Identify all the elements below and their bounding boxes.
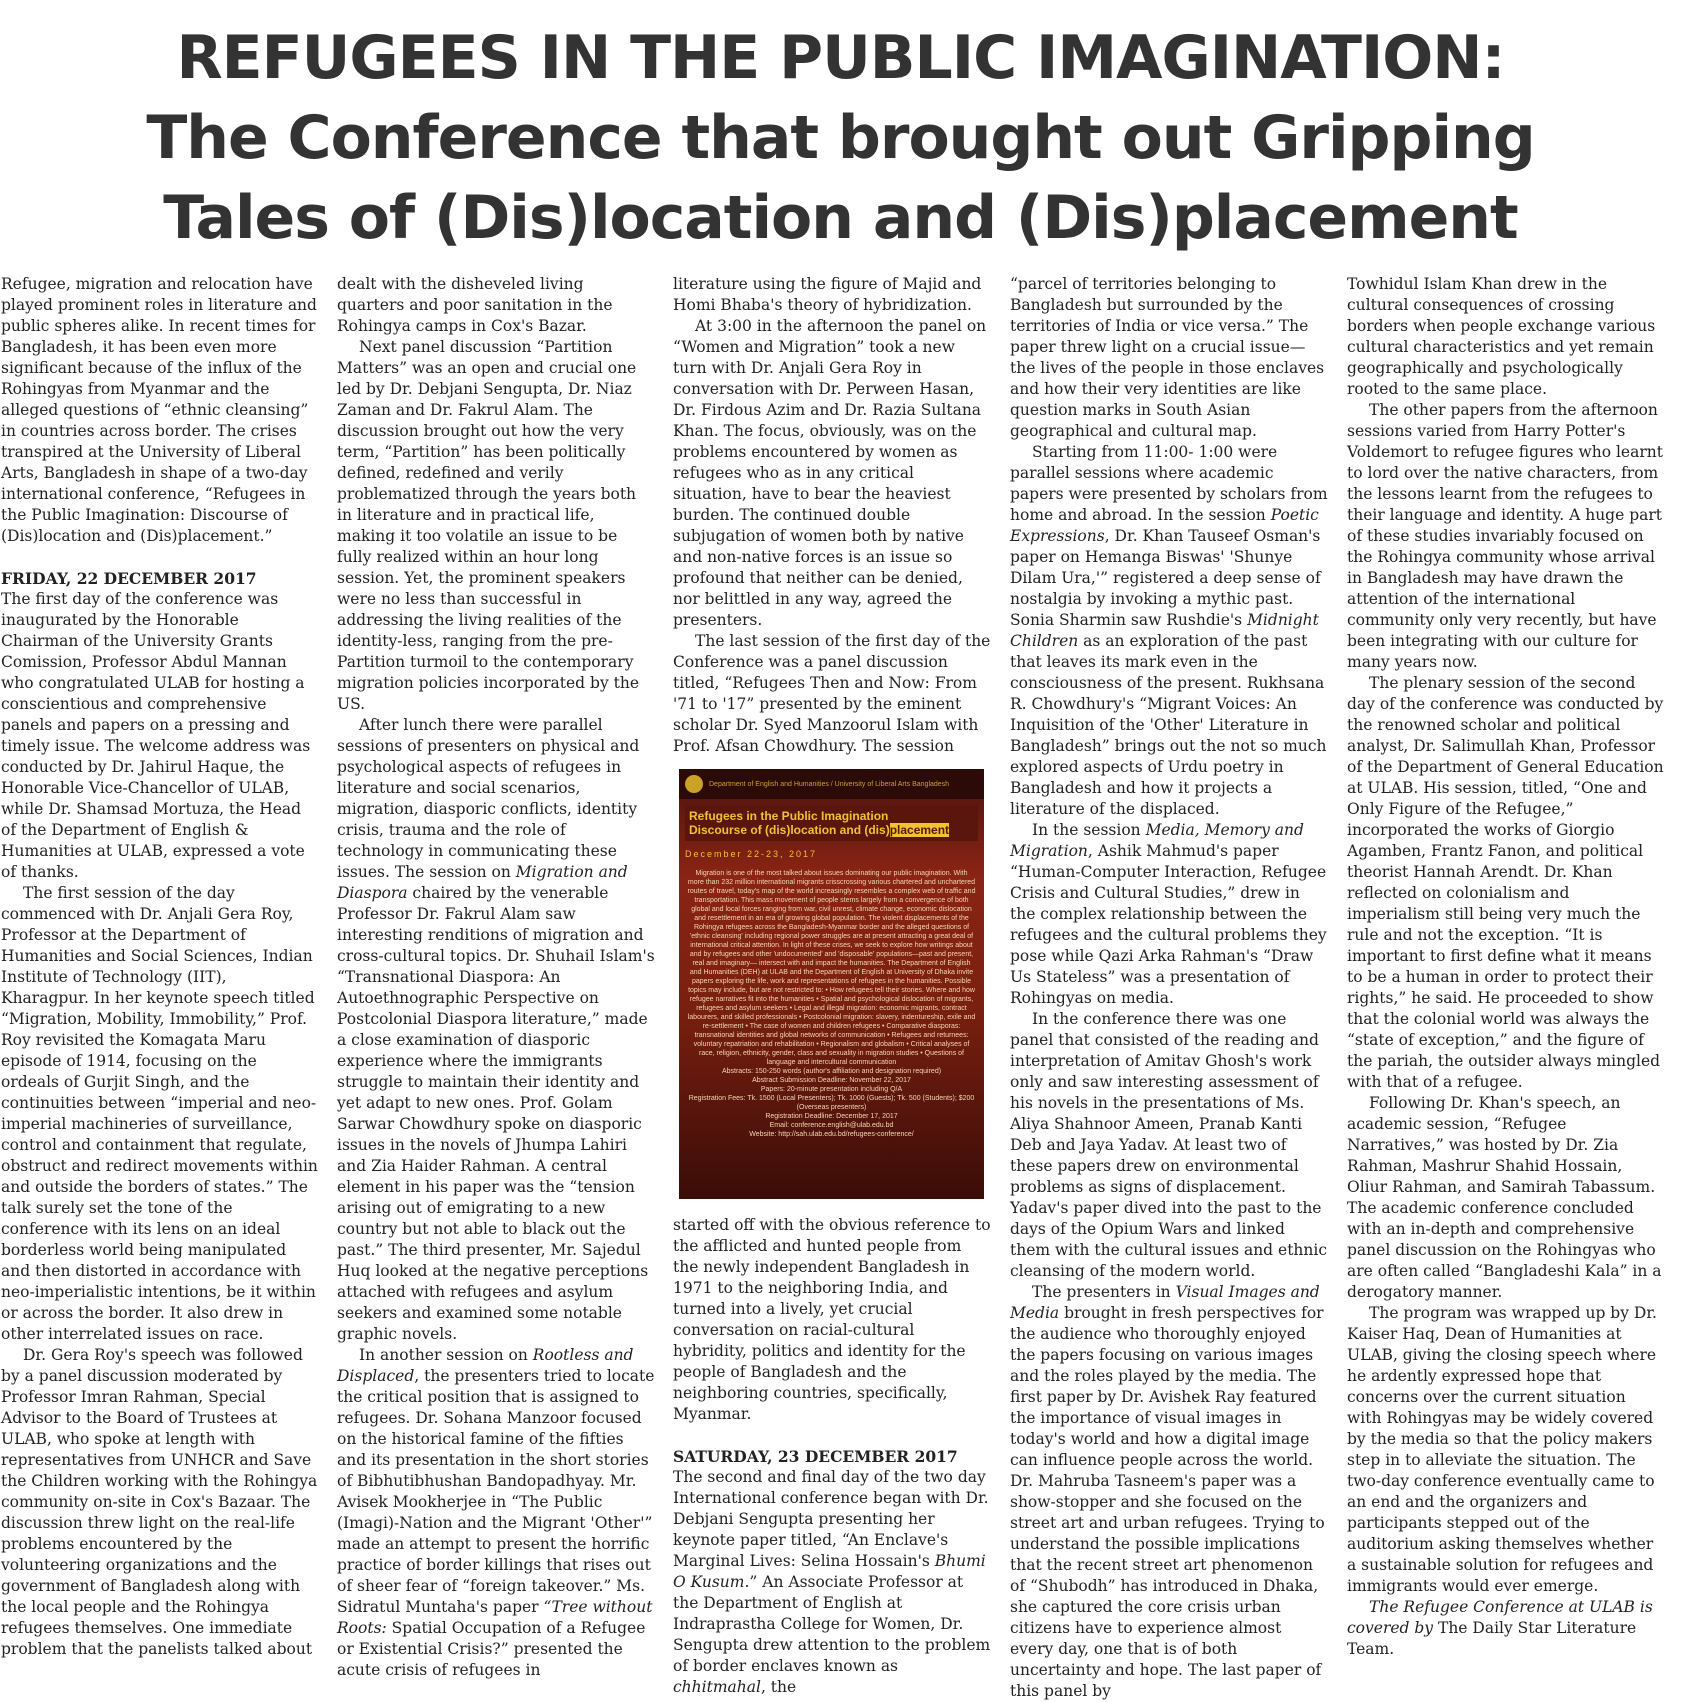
text-span: The presenters in xyxy=(1032,1283,1176,1301)
paragraph xyxy=(337,1345,655,1681)
paragraph: Dr. Gera Roy's speech was followed by a panel discussion moderated by Professor Imran Rahman, Special Advisor to the Board of Trustees at ULAB, who spoke at length with representatives from UNHCR and Save the Children working with the Rohingya community on-site in Cox's Bazaar. The discussion threw light on the real-life problems encountered by the volunteering organizations and the government of Bangladesh along with the local people and the Rohingya refugees themselves. One immediate problem that the panelists talked about xyxy=(1,1346,318,1658)
poster-organizer: Department of English and Humanities / University of Liberal Arts Bangladesh xyxy=(709,780,950,788)
poster-title xyxy=(685,805,978,841)
text-span: , Dr. Khan Tauseef Osman's paper on Hemanga Biswas' 'Shunye Dilam Ura,'” registered a deep sense of nostalgia by invoking a mythic past. Sonia Sharmin saw Rushdie's xyxy=(1010,527,1321,629)
paragraph xyxy=(1010,820,1328,1009)
poster-dates: December 22-23, 2017 xyxy=(685,849,818,859)
text-span: as an exploration of the past that leaves its mark even in the consciousness of the present. Rukhsana R. Chowdhury's “Migrant Voices: An Inquisition of the 'Other' Literature in Bangladesh” brings out the not so much explored aspects of Urdu poetry in Bangladesh and how it projects a literature of the displaced. xyxy=(1010,632,1327,818)
conference-poster xyxy=(679,769,984,1199)
paragraph xyxy=(1010,442,1328,820)
poster-fees: Registration Fees: Tk. 1500 (Local Presenters); Tk. 1000 (Guests); Tk. 500 (Students); $200 (Overseas presenters) xyxy=(688,1095,975,1111)
paragraph: The other papers from the afternoon sessions varied from Harry Potter's Voldemort to refugee figures who learnt to lord over the native characters, from the lessons learnt from the refugees to their language and identity. A huge part of these studies invariably focused on the Rohingya community whose arrival in Bangladesh may have drawn the attention of the international community only very recently, but have been integrating with our culture for many years now. xyxy=(1347,401,1663,671)
column-2 xyxy=(337,274,655,1684)
paragraph: In the conference there was one panel that consisted of the reading and interpretation of Amitav Ghosh's work only and saw interesting assessment of his novels in the presentations of Ms. Aliya Shahnoor Ameen, Pranab Kanti Deb and Jaya Yadav. At least two of these papers drew on environmental problems as signs of displacement. Yadav's paper dived into the past to the days of the Opium Wars and linked them with the cultural issues and ethnic cleansing of the modern world. xyxy=(1010,1010,1328,1280)
session-title: Migration and Diaspora xyxy=(337,863,628,902)
poster-papers: Papers: 20-minute presentation including Q/A xyxy=(760,1086,903,1093)
text-span: brought in fresh perspectives for the audience who thoroughly enjoyed the papers focusing on various images and the roles played by the media. The first paper by Dr. Avishek Ray featured the importance of visual images in today's world and how a digital image can influence people across the world. Dr. Mahruba Tasneem's paper was a show-stopper and she focused on the street art and urban refugees. Trying to understand the possible implications that the recent street art phenomenon of “Shubodh” has introduced in Dhaka, she captured the core crisis urban citizens have to experience almost every day, one that is of both uncertainty and hope. The last paper of this panel by xyxy=(1010,1304,1325,1700)
text-span: , the xyxy=(760,1678,797,1696)
text-span: The second and final day of the two day International conference began with Dr. Debjani Sengupta presenting her keynote paper titled, “An Enclave's Marginal Lives: Selina Hossain's xyxy=(673,1468,989,1570)
poster-title-line-1: Refugees in the Public Imagination xyxy=(689,809,889,823)
text-span: In another session on xyxy=(359,1346,533,1364)
text-span: In the session xyxy=(1032,821,1146,839)
poster-header xyxy=(679,769,984,799)
article-credit xyxy=(1347,1597,1665,1660)
headline xyxy=(0,18,1681,258)
university-logo-icon xyxy=(685,775,703,793)
column-5 xyxy=(1347,274,1665,1684)
paragraph: literature using the figure of Majid and Homi Bhaba's theory of hybridization. xyxy=(673,275,982,314)
paragraph: The plenary session of the second day of the conference was conducted by the renowned scholar and political analyst, Dr. Salimullah Khan, Professor of the Department of General Education at ULAB. His session, titled, “One and Only Figure of the Refugee,” incorporated the works of Giorgio Agamben, Frantz Fanon, and political theorist Hannah Arendt. Dr. Khan reflected on colonialism and imperialism still being very much the rule and not the exception. “It is important to first define what it means to be a human in order to protect their rights,” he said. He proceeded to show that the colonial world was always the “state of exception,” and the figure of the pariah, the outsider always mingled with that of a refugee. xyxy=(1347,674,1664,1091)
paragraph xyxy=(673,1467,991,1698)
paragraph: Next panel discussion “Partition Matters” was an open and crucial one led by Dr. Debjani Sengupta, Dr. Niaz Zaman and Dr. Fakrul Alam. The discussion brought out how the very term, “Partition” has been politically defined, redefined and verily problematized through the years both in literature and in practical life, making it too volatile an issue to be fully realized within an hour long session. Yet, the prominent speakers were no less than successful in addressing the living realities of the identity-less, ranging from the pre-Partition turmoil to the contemporary migration policies incorporated by the US. xyxy=(337,338,640,713)
text-span: After lunch there were parallel sessions of presenters on physical and psychological aspects of refugees in literature and social scenarios, migration, diasporic conflicts, identity crisis, trauma and the role of technology in communicating these issues. The session on xyxy=(337,716,640,881)
credit-text: The Refugee Conference at ULAB is covered by xyxy=(1347,1598,1653,1637)
session-title: Visual Images and Media xyxy=(1010,1283,1320,1322)
credit-team: The Daily Star Literature Team. xyxy=(1347,1619,1637,1658)
poster-website: Website: http://sah.ulab.edu.bd/refugees-conference/ xyxy=(749,1131,914,1138)
text-span: , Ashik Mahmud's paper “Human-Computer Interaction, Refugee Crisis and Cultural Studies,” drew in the complex relationship between the refugees and the cultural problems they pose while Qazi Arka Rahman's “Draw Us Stateless” was a presentation of Rohingyas on media. xyxy=(1010,842,1327,1007)
headline-line-2: The Conference that brought out Gripping xyxy=(146,103,1535,173)
book-title: Midnight Children xyxy=(1010,611,1319,650)
column-1 xyxy=(1,274,319,1684)
paragraph: dealt with the disheveled living quarters and poor sanitation in the Rohingya camps in Cox's Bazar. xyxy=(337,275,613,335)
text-span: , the presenters tried to locate the critical position that is assigned to refugees. Dr. Sohana Manzoor focused on the historical famine of the fifties and its presentation in the short stories of Bibhutibhushan Bandopadhyay. Mr. Avisek Mookherjee in “The Public (Imagi)-Nation and the Migrant 'Other'” made an attempt to present the horrific practice of border killings that rises out of sheer fear of “foreign takeover.” Ms. Sidratul Muntaha's paper xyxy=(337,1367,655,1616)
paragraph: The first day of the conference was inaugurated by the Honorable Chairman of the University Grants Comission, Professor Abdul Mannan who congratulated ULAB for hosting a conscientious and comprehensive panels and papers on a pressing and timely issue. The welcome address was conducted by Dr. Jahirul Haque, the Honorable Vice-Chancellor of ULAB, while Dr. Shamsad Mortuza, the Head of the Department of English & Humanities at ULAB, expressed a vote of thanks. xyxy=(1,590,311,881)
poster-title-text: Discourse of (dis)location and (dis) xyxy=(689,823,890,837)
paper-title: “Tree without Roots: xyxy=(337,1598,653,1637)
book-title: Bhumi O Kusum. xyxy=(673,1552,986,1591)
headline-line-1: REFUGEES IN THE PUBLIC IMAGINATION: xyxy=(176,23,1505,93)
paragraph: started off with the obvious reference to the afflicted and hunted people from the newly independent Bangladesh in 1971 to the neighboring India, and turned into a lively, yet crucial conversation on racial-cultural hybridity, politics and identity for the people of Bangladesh and the neighboring countries, specifically, Myanmar. xyxy=(673,1216,991,1423)
paragraph: “parcel of territories belonging to Bangladesh but surrounded by the territories of India or vice versa.” The paper threw light on a crucial issue—the lives of the people in those enclaves and how their very identities are like question marks in South Asian geographical and cultural map. xyxy=(1010,275,1325,440)
text-span: ” An Associate Professor at the Department of English at Indraprastha College for Women, Dr. Sengupta drew attention to the problem of border enclaves known as xyxy=(673,1573,991,1675)
text-span: Starting from 11:00- 1:00 were parallel sessions where academic papers were presented by scholars from home and abroad. In the session xyxy=(1010,443,1328,524)
headline-line-3: Tales of (Dis)location and (Dis)placement xyxy=(163,183,1518,253)
poster-deadline: Abstract Submission Deadline: November 22, 2017 xyxy=(752,1077,911,1084)
paragraph: Following Dr. Khan's speech, an academic session, “Refugee Narratives,” was hosted by Dr. Zia Rahman, Mashrur Shahid Hossain, Oliur Rahman, and Samirah Tabassum. The academic conference concluded with an in-depth and comprehensive panel discussion on the Rohingyas who are often called “Bangladeshi Kala” in a derogatory manner. xyxy=(1347,1094,1662,1301)
text-span: chaired by the venerable Professor Dr. Fakrul Alam saw interesting renditions of migration and cross-cultural topics. Dr. Shuhail Islam's “Transnational Diaspora: An Autoethnographic Perspective on Postcolonial Diaspora literature,” made a close examination of diasporic experience where the immigrants struggle to maintain their identity and yet adapt to new ones. Prof. Golam Sarwar Chowdhury spoke on diasporic issues in the novels of Jhumpa Lahiri and Zia Haider Rahman. A central element in his paper was the “tension arising out of emigrating to a new country but not able to black out the past.” The third presenter, Mr. Sajedul Huq looked at the negative perceptions attached with refugees and asylum seekers and examined some notable graphic novels. xyxy=(337,884,655,1343)
section-heading-saturday: SATURDAY, 23 DECEMBER 2017 xyxy=(673,1447,958,1466)
poster-email: Email: conference.english@ulab.edu.bd xyxy=(769,1122,894,1129)
column-4 xyxy=(1010,274,1328,1700)
poster-title-highlight: placement xyxy=(889,823,950,837)
paragraph xyxy=(337,715,655,1345)
term: chhitmahal xyxy=(673,1678,761,1696)
paragraph xyxy=(1010,1282,1328,1702)
poster-registration-deadline: Registration Deadline: December 17, 2017 xyxy=(765,1113,898,1120)
column-3 xyxy=(673,274,991,1696)
session-title: Media, Memory and Migration xyxy=(1010,821,1304,860)
section-heading-friday: FRIDAY, 22 DECEMBER 2017 xyxy=(1,569,257,588)
text-span: Spatial Occupation of a Refugee or Existential Crisis?” presented the acute crisis of refugees in xyxy=(337,1619,646,1679)
paragraph: Towhidul Islam Khan drew in the cultural consequences of crossing borders when people exchange various cultural characteristics and yet remain geographically and psychologically rooted to the same place. xyxy=(1347,275,1656,398)
paragraph: The program was wrapped up by Dr. Kaiser Haq, Dean of Humanities at ULAB, giving the closing speech where he ardently expressed hope that concerns over the current situation with Rohingyas may be widely covered by the media so that the policy makers step in to alleviate the situation. The two-day conference eventually came to an end and the organizers and participants stepped out of the auditorium asking themselves whether a sustainable solution for refugees and immigrants would ever emerge. xyxy=(1347,1304,1657,1595)
paragraph: At 3:00 in the afternoon the panel on “Women and Migration” took a new turn with Dr. Anjali Gera Roy in conversation with Dr. Perween Hasan, Dr. Firdous Azim and Dr. Razia Sultana Khan. The focus, obviously, was on the problems encountered by women as refugees who as in any critical situation, have to bear the heaviest burden. The continued double subjugation of women both by native and non-native forces is an issue so profound that neither can be denied, nor belittled in any way, agreed the presenters. xyxy=(673,317,987,629)
poster-body: Migration is one of the most talked about issues dominating our public imagination. With more than 232 million international migrants crisscrossing various chartered and unchartered routes of travel, today's map of the world increasingly resembles a complex web of traffic and transportation. This mass movement of people stems largely from a convergence of both global and local forces ranging from war, civil unrest, climate change, economic dislocation and resettlement in an era of growing global population. The violent displacements of the Rohingya refugees across the Bangladesh-Myanmar border and the alleged questions of 'ethnic cleansing' including regional power struggles are at present attracting a great deal of international critical attention. In light of these crises, we seek to explore how writings about and by refugees and other 'undocumented' and 'disposable' populations—past and present, real and imaginary— intersect with and impact the humanities. The Department of English and Humanities (DEH) at ULAB and the Department of English at University of Dhaka invite papers exploring the life, work and representations of refugees in the humanities. Possible topics may include, but are not restricted to: • How refugees tell their stories. Where and how refugee narratives fit into the humanities • Spatial and psychological dislocation of migrants, refugees and asylum seekers • Legal and illegal migration: economic migrants, contract labourers, and skilled professionals • Postcolonial migration: slavery, indentureship, exile and re-settlement • The case of women and children refugees • Comparative diasporas: transnational identities and global networks of communication • Refugees and returnees: voluntary repatriation and rehabilitation • Regionalism and globalism • Critical analyses of race, religion, ethnicity, gender, class and sexuality in migration studies • Questions of language and intercultural communication xyxy=(687,870,976,1066)
session-title: Rootless and Displaced xyxy=(337,1346,634,1385)
poster-title-line-2 xyxy=(689,823,974,837)
paragraph: The first session of the day commenced with Dr. Anjali Gera Roy, Professor at the Department of Humanities and Social Sciences, Indian Institute of Technology (IIT), Kharagpur. In her keynote speech titled “Migration, Mobility, Immobility,” Prof. Roy revisited the Komagata Maru episode of 1914, focusing on the ordeals of Gurjit Singh, and the continuities between “imperial and neo-imperial machineries of surveillance, control and containment that regulate, obstruct and redirect movements within and outside the borders of states.” The talk surely set the tone of the conference with its lens on an ideal borderless world being manipulated and then distorted in accordance with neo-imperialistic intentions, be it within or across the border. It also drew in other interrelated issues on race. xyxy=(1,884,318,1343)
paragraph: The last session of the first day of the Conference was a panel discussion titled, “Refugees Then and Now: From '71 to '17” presented by the eminent scholar Dr. Syed Manzoorul Islam with Prof. Afsan Chowdhury. The session xyxy=(673,632,991,755)
session-title: Poetic Expressions xyxy=(1010,506,1319,545)
paragraph: Refugee, migration and relocation have played prominent roles in literature and public spheres alike. In recent times for Bangladesh, it has been even more significant because of the influx of the Rohingyas from Myanmar and the alleged questions of “ethnic cleansing” in countries across border. The crises transpired at the University of Liberal Arts, Bangladesh in shape of a two-day international conference, “Refugees in the Public Imagination: Discourse of (Dis)location and (Dis)placement.” xyxy=(1,275,317,545)
poster-abstracts: Abstracts: 150-250 words (author's affiliation and designation required) xyxy=(721,1068,942,1075)
